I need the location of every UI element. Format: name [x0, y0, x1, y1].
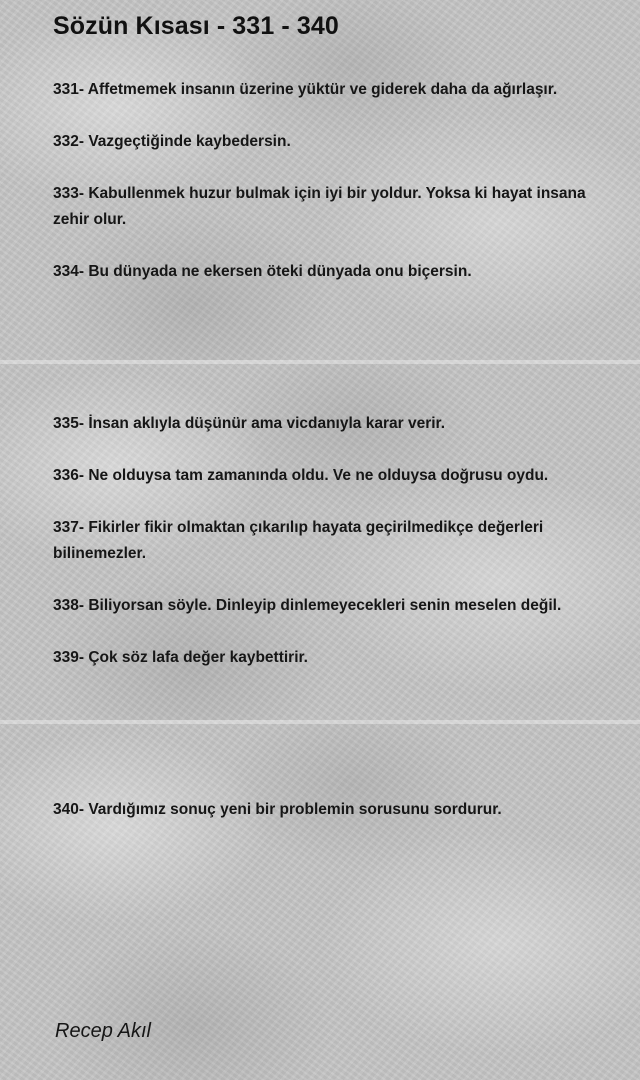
quote-339: 339- Çok söz lafa değer kaybettirir. — [53, 649, 308, 666]
background-panel-top — [0, 0, 640, 360]
author-signature: Recep Akıl — [55, 1020, 151, 1042]
quote-336: 336- Ne olduysa tam zamanında oldu. Ve ne olduysa doğrusu oydu. — [53, 467, 549, 484]
quote-337: 337- Fikirler fikir olmaktan çıkarılıp hayata geçirilmedikçe değerleri bilinemezler. — [53, 519, 544, 562]
quote-340: 340- Vardığımız sonuç yeni bir problemin sorusunu sordurur. — [53, 801, 502, 818]
quote-332: 332- Vazgeçtiğinde kaybedersin. — [53, 133, 291, 150]
page-title: Sözün Kısası - 331 - 340 — [53, 12, 339, 40]
quote-338: 338- Biliyorsan söyle. Dinleyip dinlemeyecekleri senin meselen değil. — [53, 597, 562, 614]
quote-331: 331- Affetmemek insanın üzerine yüktür ve giderek daha da ağırlaşır. — [53, 81, 558, 98]
quote-334: 334- Bu dünyada ne ekersen öteki dünyada onu biçersin. — [53, 263, 472, 280]
quote-335: 335- İnsan aklıyla düşünür ama vicdanıyla karar verir. — [53, 415, 446, 432]
quote-333: 333- Kabullenmek huzur bulmak için iyi bir yoldur. Yoksa ki hayat insana zehir olur. — [53, 185, 586, 228]
